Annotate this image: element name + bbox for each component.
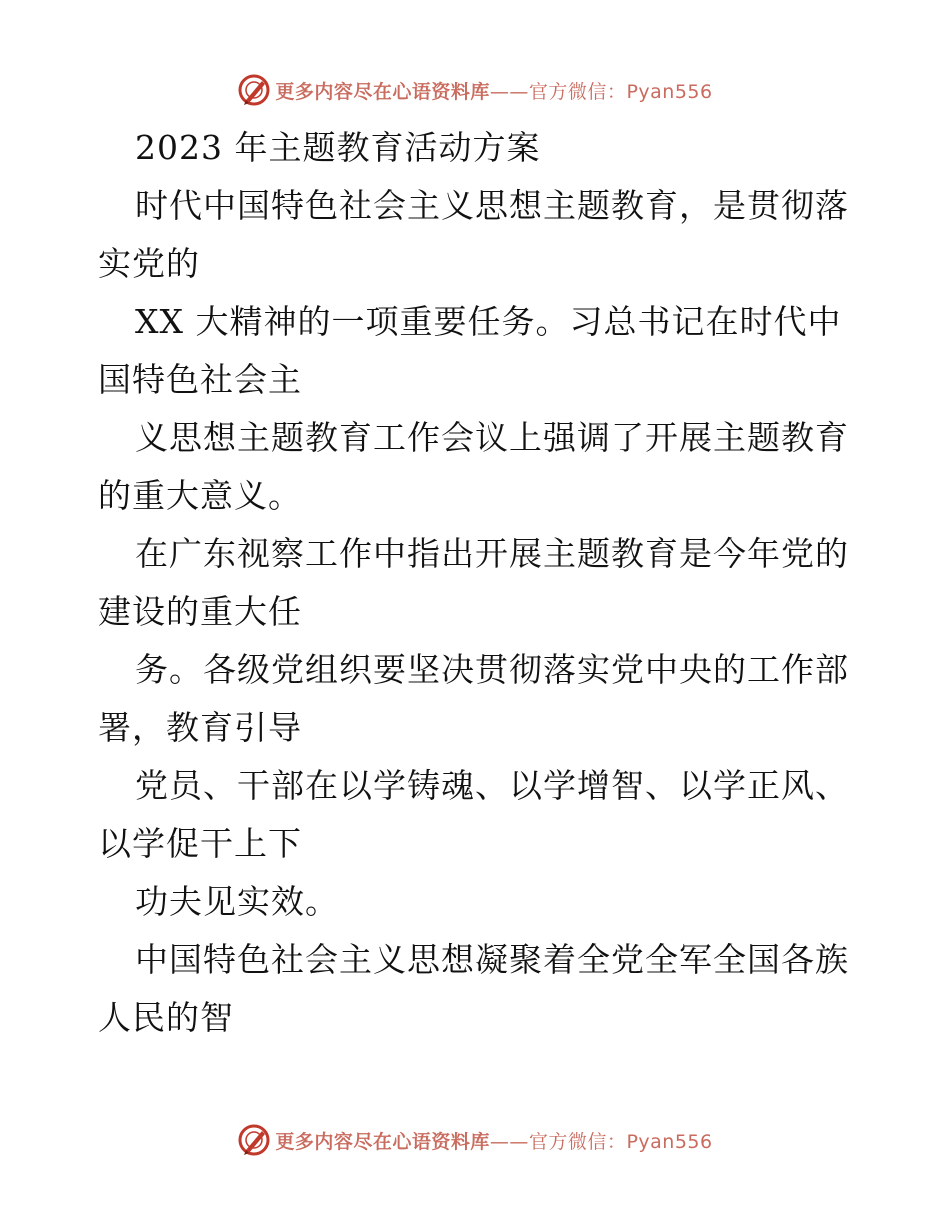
pen-logo-icon bbox=[237, 73, 271, 107]
text-line: 的重大意义。 bbox=[98, 476, 302, 515]
pen-logo-icon bbox=[237, 1123, 271, 1157]
text-line: 以学促干上下 bbox=[98, 824, 302, 863]
document-body bbox=[98, 119, 858, 1047]
footer-banner bbox=[0, 1120, 950, 1160]
text-line: 义思想主题教育工作会议上强调了开展主题教育 bbox=[135, 418, 849, 457]
text-line: XX 大精神的一项重要任务。习总书记在时代中 bbox=[135, 302, 842, 341]
header-banner-text bbox=[275, 77, 712, 104]
header-banner bbox=[0, 70, 950, 110]
header-site-text: 更多内容尽在心语资料库 bbox=[275, 80, 490, 103]
text-line: 务。各级党组织要坚决贯彻落实党中央的工作部 bbox=[135, 650, 849, 689]
footer-banner-text bbox=[275, 1127, 712, 1154]
footer-wechat-id: Pyan556 bbox=[626, 1130, 713, 1153]
header-wechat-id: Pyan556 bbox=[626, 80, 713, 103]
text-line: 功夫见实效。 bbox=[135, 882, 339, 921]
footer-site-text: 更多内容尽在心语资料库 bbox=[275, 1130, 490, 1153]
text-line: 人民的智 bbox=[98, 998, 234, 1037]
text-line: 党员、干部在以学铸魂、以学增智、以学正风、 bbox=[135, 766, 849, 805]
footer-dash: —— bbox=[489, 1130, 529, 1153]
document-title: 2023 年主题教育活动方案 bbox=[135, 128, 541, 167]
text-line: 国特色社会主 bbox=[98, 360, 302, 399]
text-line: 时代中国特色社会主义思想主题教育，是贯彻落 bbox=[135, 186, 849, 225]
text-line: 中国特色社会主义思想凝聚着全党全军全国各族 bbox=[135, 940, 849, 979]
text-line: 建设的重大任 bbox=[98, 592, 302, 631]
text-line: 实党的 bbox=[98, 244, 200, 283]
footer-wechat-label: 官方微信： bbox=[528, 1130, 627, 1153]
header-dash: —— bbox=[489, 80, 529, 103]
header-wechat-label: 官方微信： bbox=[528, 80, 627, 103]
text-line: 署，教育引导 bbox=[98, 708, 302, 747]
text-line: 在广东视察工作中指出开展主题教育是今年党的 bbox=[135, 534, 849, 573]
